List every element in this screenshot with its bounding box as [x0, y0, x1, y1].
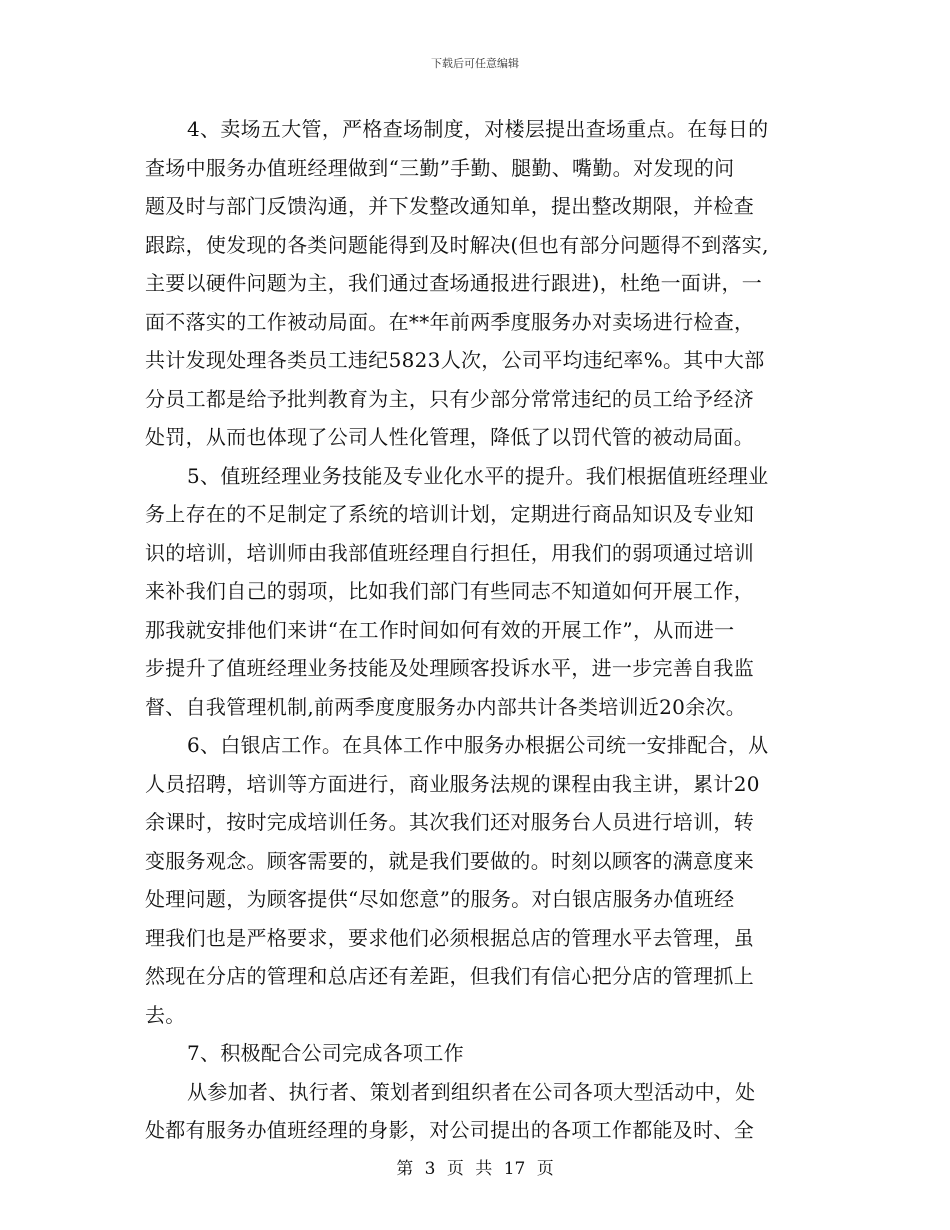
- text-line: 变服务观念。顾客需要的，就是我们要做的。时刻以顾客的满意度来: [145, 848, 754, 873]
- text-line: 共计发现处理各类员工违纪5823人次，公司平均违纪率%。其中大部: [145, 348, 765, 372]
- paragraph: [145, 110, 811, 457]
- text-line: 4、卖场五大管，严格查场制度，对楼层提出查场重点。在每日的: [187, 117, 769, 141]
- paragraph: [145, 726, 811, 1034]
- text-line: 5、值班经理业务技能及专业化水平的提升。我们根据值班经理业: [187, 463, 769, 488]
- text-line: 处罚，从而也体现了公司人性化管理，降低了以罚代管的被动局面。: [145, 425, 754, 449]
- text-line: 督、自我管理机制,前两季度度服务办内部共计各类培训近20余次。: [145, 694, 747, 719]
- text-line: 然现在分店的管理和总店还有差距，但我们有信心把分店的管理抓上: [145, 964, 754, 988]
- text-line: 主要以硬件问题为主，我们通过查场通报进行跟进)，杜绝一面讲，一: [145, 271, 763, 295]
- text-line: 人员招聘，培训等方面进行，商业服务法规的课程由我主讲，累计20: [145, 771, 760, 796]
- page-footer: 第 3 页 共 17 页: [396, 1159, 554, 1179]
- text-line: 6、白银店工作。在具体工作中服务办根据公司统一安排配合，从: [187, 733, 769, 757]
- page-header: 下载后可任意编辑: [431, 57, 519, 70]
- paragraph: [145, 457, 811, 727]
- text-line: 余课时，按时完成培训任务。其次我们还对服务台人员进行培训，转: [145, 810, 754, 834]
- text-line: 步提升了值班经理业务技能及处理顾客投诉水平，进一步完善自我监: [145, 656, 754, 680]
- text-line: 来补我们自己的弱项，比如我们部门有些同志不知道如何开展工作，: [145, 579, 754, 603]
- text-line: 那我就安排他们来讲“在工作时间如何有效的开展工作”，从而进一: [145, 617, 735, 642]
- text-line: 面不落实的工作被动局面。在**年前两季度服务办对卖场进行检查，: [145, 309, 755, 334]
- text-line: 处都有服务办值班经理的身影，对公司提出的各项工作都能及时、全: [145, 1118, 754, 1142]
- paragraph: [145, 1034, 811, 1073]
- text-line: 务上存在的不足制定了系统的培训计划，定期进行商品知识及专业知: [145, 502, 754, 526]
- text-line: 题及时与部门反馈沟通，并下发整改通知单，提出整改期限，并检查: [145, 194, 754, 218]
- text-line: 查场中服务办值班经理做到“三勤”手勤、腿勤、嘴勤。对发现的问: [145, 155, 735, 180]
- text-line: 处理问题，为顾客提供“尽如您意”的服务。对白银店服务办值班经: [145, 887, 735, 911]
- text-line: 理我们也是严格要求，要求他们必须根据总店的管理水平去管理，虽: [145, 925, 754, 950]
- text-line: 从参加者、执行者、策划者到组织者在公司各项大型活动中，处: [187, 1079, 756, 1104]
- text-line: 7、积极配合公司完成各项工作: [187, 1041, 464, 1065]
- text-line: 跟踪，使发现的各类问题能得到及时解决(但也有部分问题得不到落实,: [145, 232, 769, 257]
- document-body: [145, 110, 811, 1150]
- text-line: 识的培训，培训师由我部值班经理自行担任，用我们的弱项通过培训: [145, 540, 754, 565]
- text-line: 去。: [145, 1002, 186, 1027]
- text-line: 分员工都是给予批判教育为主，只有少部分常常违纪的员工给予经济: [145, 386, 754, 411]
- paragraph: [145, 1073, 811, 1150]
